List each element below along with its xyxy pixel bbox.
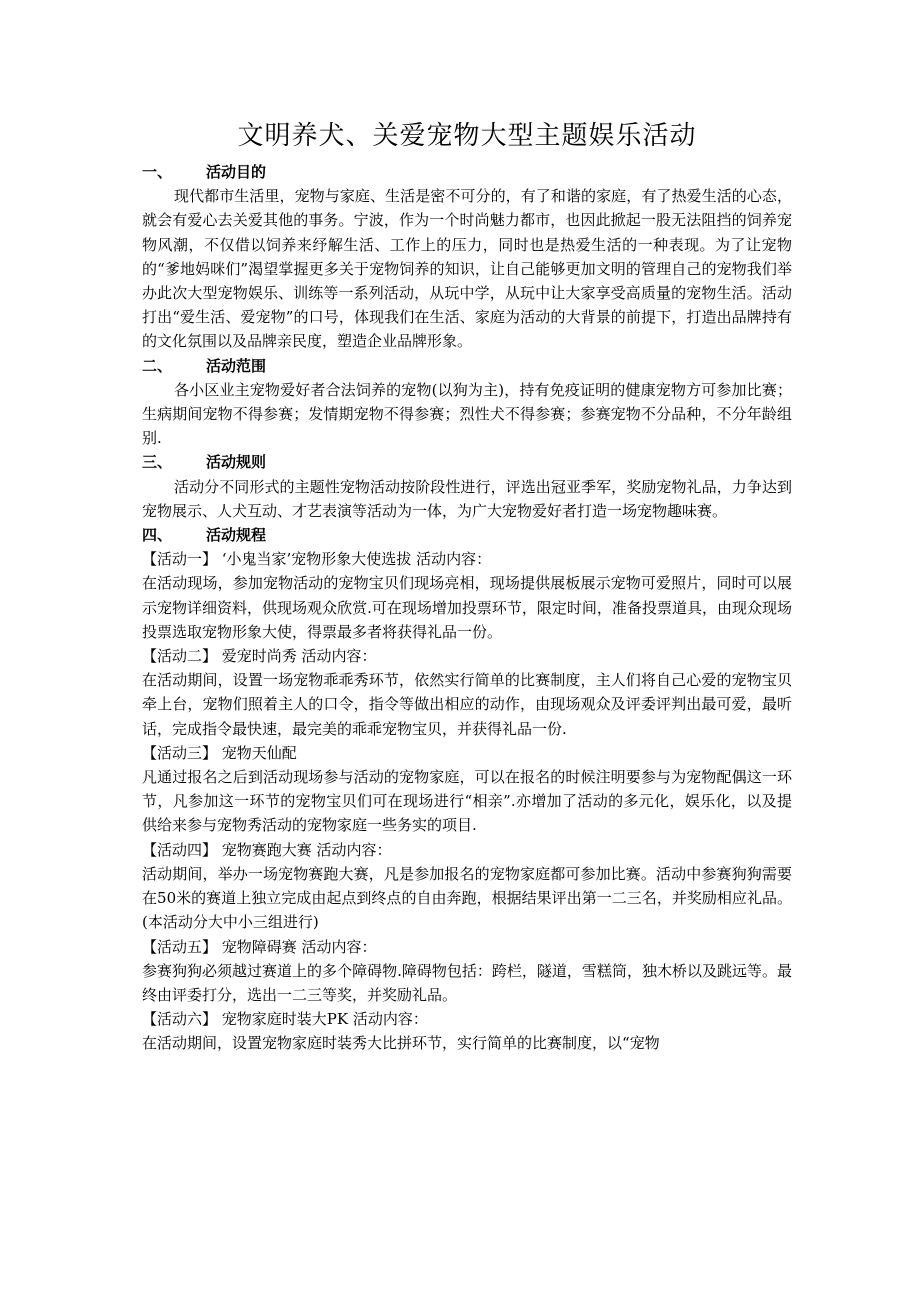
- document-title: 文明养犬、关爱宠物大型主题娱乐活动: [237, 121, 697, 151]
- section-heading: 活动规程: [206, 526, 267, 545]
- activity-3: [142, 741, 792, 838]
- activity-heading: 【活动二】 爱宠时尚秀 活动内容：: [142, 647, 377, 666]
- activity-heading: 【活动六】 宠物家庭时装大PK 活动内容：: [142, 1010, 428, 1029]
- activity-heading: 【活动一】 ‘小鬼当家’宠物形象大使选拔 活动内容：: [142, 550, 492, 569]
- section-body: 各小区业主宠物爱好者合法饲养的宠物(以狗为主)，持有免疫证明的健康宠物方可参加比赛；生病期间宠物不得参赛；发情期宠物不得参赛；烈性犬不得参赛；参赛宠物不分品种，不分年龄组别.: [142, 380, 792, 448]
- section-number: 四、: [142, 526, 173, 545]
- section-heading: 活动目的: [206, 163, 267, 181]
- activity-heading: 【活动四】 宠物赛跑大赛 活动内容：: [142, 840, 392, 859]
- section-heading: 活动范围: [206, 356, 267, 375]
- section-rules: [142, 450, 792, 523]
- activity-6: [142, 1007, 792, 1055]
- activity-body: 在活动现场，参加宠物活动的宠物宝贝们现场亮相，现场提供展板展示宠物可爱照片，同时可以展示宠物详细资料，供现场观众欣赏.可在现场增加投票环节，限定时间，准备投票道具，由现众现场投票选取宠物形象大使，得票最多者将获得礼品一份。: [142, 574, 792, 641]
- activity-body: 在活动期间，设置宠物家庭时装秀大比拼环节，实行简单的比赛制度，以“宠物: [142, 1034, 660, 1053]
- document-page: [142, 116, 792, 1056]
- section-number: 一、: [142, 163, 173, 181]
- section-body: 活动分不同形式的主题性宠物活动按阶段性进行，评选出冠亚季军，奖励宠物礼品，力争达到宠物展示、人犬互动、才艺表演等活动为一体，为广大宠物爱好者打造一场宠物趣味赛。: [142, 477, 792, 520]
- section-scope: [142, 354, 792, 451]
- section-purpose: [142, 160, 792, 354]
- activity-heading: 【活动三】 宠物天仙配: [142, 743, 297, 762]
- activity-body: 凡通过报名之后到活动现场参与活动的宠物家庭，可以在报名的时候注明要参与为宠物配偶这一环节，凡参加这一环节的宠物宝贝们可在现场进行“相亲”.亦增加了活动的多元化，娱乐化，以及提供给来参与宠物秀活动的宠物家庭一些务实的项目.: [142, 768, 792, 835]
- section-number: 二、: [142, 356, 173, 375]
- section-body: 现代都市生活里，宠物与家庭、生活是密不可分的，有了和谐的家庭，有了热爱生活的心态，就会有爱心去关爱其他的事务。宁波，作为一个时尚魅力都市，也因此掀起一股无法阻挡的饲养宠物风潮，不仅借以饲养来纾解生活、工作上的压力，同时也是热爱生活的一种表现。为了让宠物的“爹地妈咪们”渴望掌握更多关于宠物饲养的知识，让自己能够更加文明的管理自己的宠物我们举办此次大型宠物娱乐、训练等一系列活动，从玩中学，从玩中让大家享受高质量的宠物生活。活动打出“爱生活、爱宠物”的口号，体现我们在生活、家庭为活动的大背景的前提下，打造出品牌持有的文化氛围以及品牌亲民度，塑造企业品牌形象。: [142, 187, 792, 351]
- activity-body: 活动期间，举办一场宠物赛跑大赛，凡是参加报名的宠物家庭都可参加比赛。活动中参赛狗狗需要在50米的赛道上独立完成由起点到终点的自由奔跑，根据结果评出第一二三名，并奖励相应礼品。(本活动分大中小三组进行): [142, 864, 792, 932]
- activity-2: [142, 644, 792, 741]
- section-procedure: [142, 523, 792, 1055]
- activity-body: 参赛狗狗必须越过赛道上的多个障碍物.障碍物包括：跨栏，隧道，雪糕筒，独木桥以及跳远等。最终由评委打分，选出一二三等奖，并奖励礼品。: [142, 961, 792, 1004]
- activity-body: 在活动期间，设置一场宠物乖乖秀环节，依然实行简单的比赛制度，主人们将自己心爱的宠物宝贝牵上台，宠物们照着主人的口令，指令等做出相应的动作，由现场观众及评委评判出最可爱，最听话，完成指令最快速，最完美的乖乖宠物宝贝，并获得礼品一份.: [142, 671, 792, 738]
- activity-1: [142, 547, 792, 644]
- section-number: 三、: [142, 453, 173, 472]
- activity-5: [142, 935, 792, 1008]
- section-heading: 活动规则: [206, 453, 267, 472]
- activity-heading: 【活动五】 宠物障碍赛 活动内容：: [142, 937, 377, 956]
- activity-4: [142, 838, 792, 935]
